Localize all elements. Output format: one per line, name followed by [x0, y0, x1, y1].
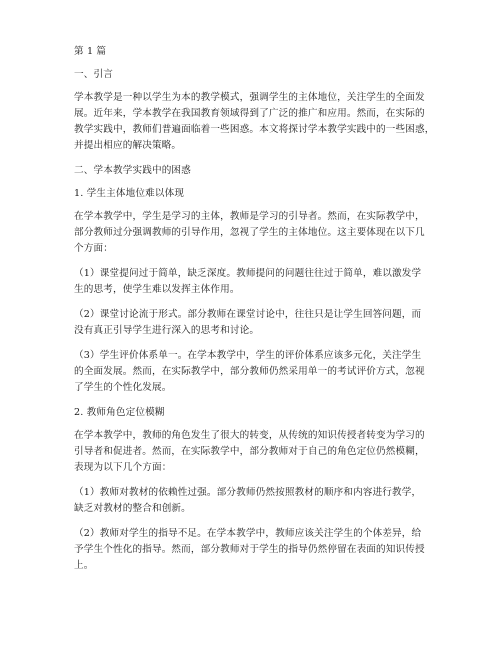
sub1-list-item-3 [74, 348, 434, 396]
list-item-line: （1）课堂提问过于简单，缺乏深度。教师提问的问题往往过于简单，难以激发学 [74, 268, 422, 279]
subsection-heading-1: 1. 学生主体地位难以体现 [74, 188, 185, 199]
paragraph-line: 并提出相应的解决策略。 [74, 140, 182, 151]
part-label: 第 1 篇 [74, 46, 107, 57]
paragraph-line: 表现为以下几个方面： [74, 462, 172, 473]
list-item-line: 缺乏对教材的整合和创新。 [74, 503, 191, 514]
list-item-line: 了学生的个性化发展。 [74, 382, 172, 393]
list-item-line: 生的思考，使学生难以发挥主体作用。 [74, 284, 240, 295]
paragraph-line: 在学本教学中，教师的角色发生了很大的转变，从传统的知识传授者转变为学习的 [74, 430, 425, 441]
list-item-line: 的全面发展。然而，在实际教学中，部分教师仍然采用单一的考试评价方式，忽视 [74, 366, 425, 377]
paragraph-line: 引导者和促进者。然而，在实际教学中，部分教师对于自己的角色定位仍然模糊， [74, 446, 425, 457]
paragraph-line: 教学实践中，教师们普遍面临着一些困惑。本文将探讨学本教学实践中的一些困惑， [74, 124, 435, 135]
paragraph-line: 学本教学是一种以学生为本的教学模式，强调学生的主体地位，关注学生的全面发 [74, 92, 425, 103]
sub2-list-item-1 [74, 485, 434, 517]
section-heading-problems: 二、学本教学实践中的困惑 [74, 165, 191, 176]
paragraph-line: 在学本教学中，学生是学习的主体，教师是学习的引导者。然而，在实际教学中， [74, 211, 425, 222]
list-item-line: （3）学生评价体系单一。在学本教学中，学生的评价体系应该多元化，关注学生 [74, 350, 422, 361]
sub2-paragraph [74, 428, 434, 476]
list-item-line: （1）教师对教材的依赖性过强。部分教师仍然按照教材的顺序和内容进行教学， [74, 487, 422, 498]
section-heading-intro: 一、引言 [74, 69, 113, 80]
intro-paragraph [74, 90, 434, 154]
paragraph-line: 个方面： [74, 243, 113, 254]
sub2-list-item-2 [74, 526, 434, 574]
paragraph-line: 展。近年来，学本教学在我国教育领域得到了广泛的推广和应用。然而，在实际的 [74, 108, 425, 119]
sub1-paragraph [74, 209, 434, 257]
list-item-line: （2）课堂讨论流于形式。部分教师在课堂讨论中，往往只是让学生回答问题，而 [74, 309, 422, 320]
list-item-line: 上。 [74, 560, 94, 571]
list-item-line: 予学生个性化的指导。然而，部分教师对于学生的指导仍然停留在表面的知识传授 [74, 544, 425, 555]
list-item-line: （2）教师对学生的指导不足。在学本教学中，教师应该关注学生的个体差异，给 [74, 528, 422, 539]
paragraph-line: 部分教师过分强调教师的引导作用，忽视了学生的主体地位。这主要体现在以下几 [74, 227, 425, 238]
subsection-heading-2: 2. 教师角色定位模糊 [74, 407, 165, 418]
sub1-list-item-1 [74, 266, 434, 298]
document-page [74, 44, 434, 574]
sub1-list-item-2 [74, 307, 434, 339]
list-item-line: 没有真正引导学生进行深入的思考和讨论。 [74, 325, 260, 336]
